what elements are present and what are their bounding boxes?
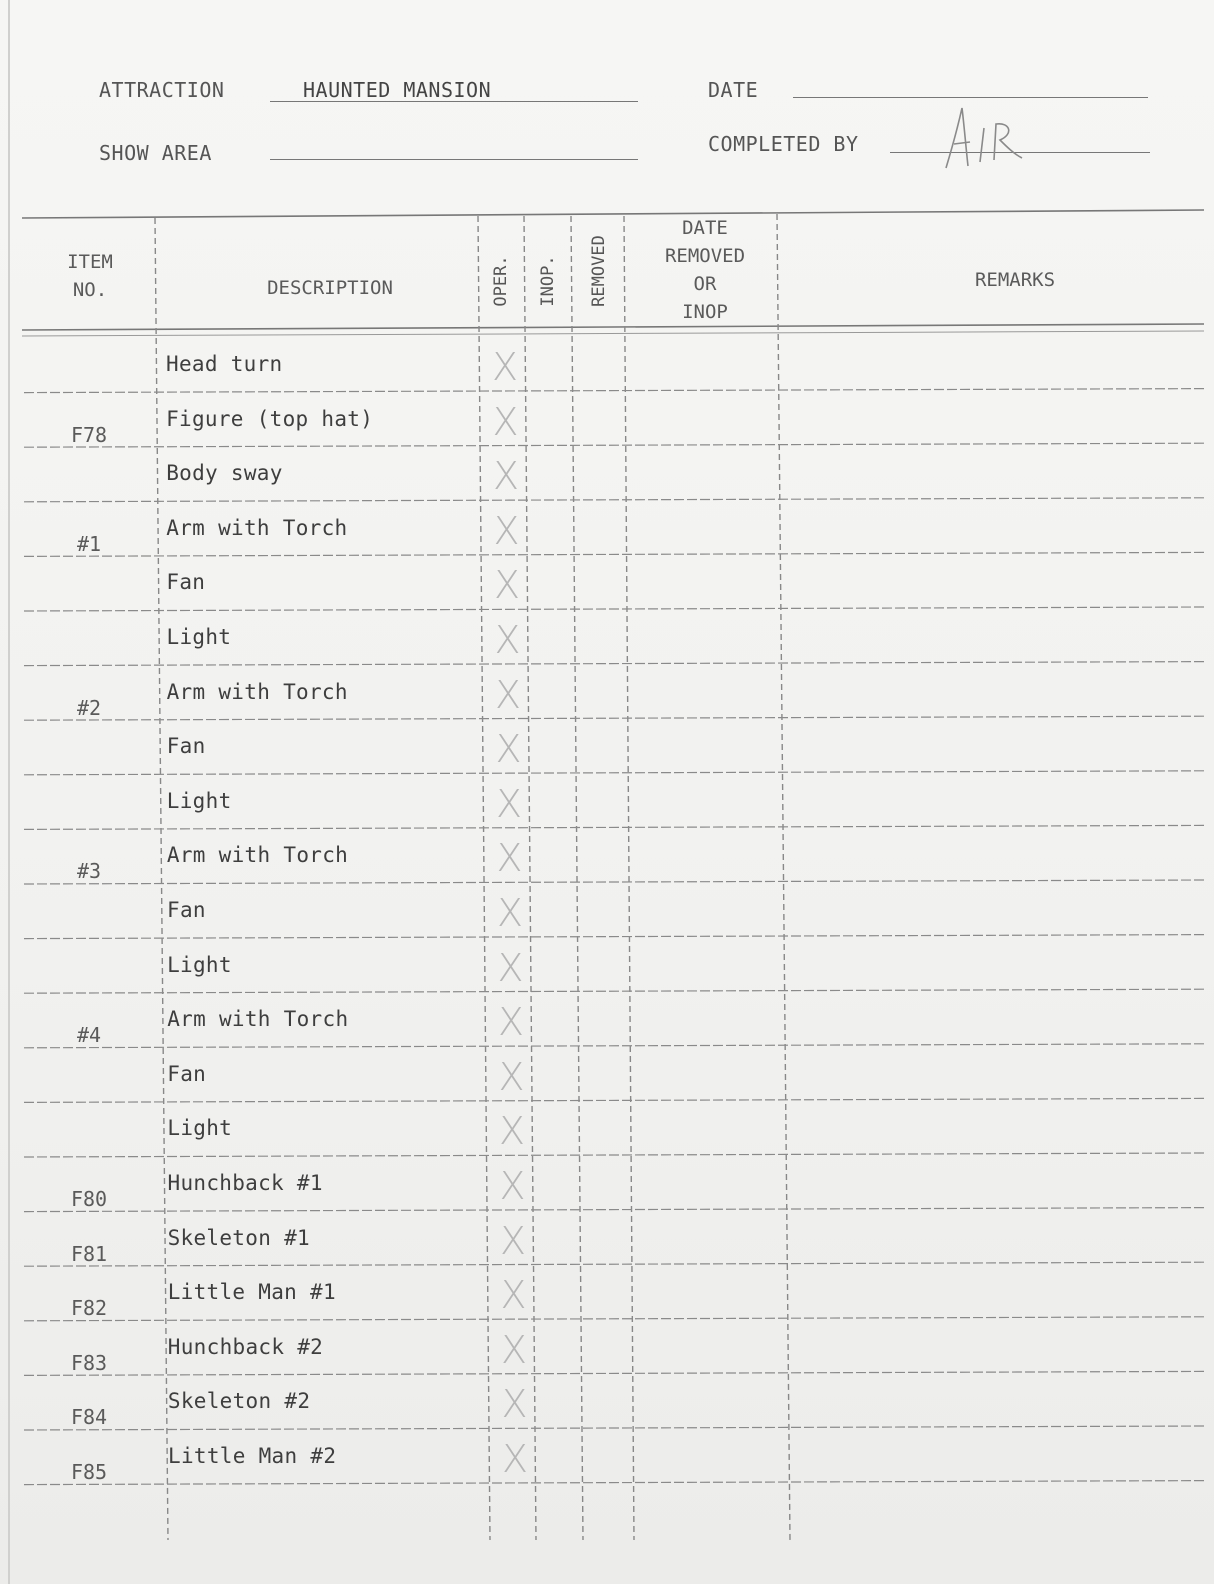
col-head-item-no [40, 248, 140, 304]
oper-check-mark: X [499, 1218, 527, 1263]
item-no-cell: F83 [70, 1350, 108, 1375]
table-row [0, 558, 1214, 613]
col-head-inop: INOP. [538, 255, 558, 307]
table-row [0, 995, 1214, 1050]
table-row [0, 1214, 1214, 1269]
oper-check-mark: X [494, 618, 521, 662]
table-row [0, 941, 1214, 996]
oper-check-mark: X [493, 508, 520, 553]
oper-check-mark: X [492, 399, 519, 444]
table-row [0, 395, 1214, 450]
item-no-cell: #1 [76, 531, 102, 556]
table-row [0, 449, 1214, 504]
col-head-remarks: REMARKS [974, 269, 1056, 291]
date-label: DATE [708, 78, 759, 102]
table-row [0, 1323, 1214, 1378]
oper-check-mark: X [499, 1164, 526, 1208]
table-row [0, 886, 1214, 941]
col-head-date-line3: OR [693, 273, 717, 295]
table-row [0, 668, 1214, 723]
col-head-date-removed [630, 214, 780, 326]
description-cell: Little Man #1 [167, 1280, 336, 1305]
table-row [0, 613, 1214, 668]
oper-check-mark: X [496, 836, 523, 881]
table-row [0, 1159, 1214, 1214]
description-cell: Arm with Torch [167, 1007, 349, 1032]
description-cell: Head turn [166, 352, 283, 376]
oper-check-mark: X [495, 781, 523, 826]
item-no-cell: #2 [76, 695, 102, 720]
description-cell: Hunchback #1 [167, 1171, 323, 1195]
table-row [0, 1377, 1214, 1432]
description-cell: Little Man #2 [168, 1444, 337, 1468]
description-cell: Figure (top hat) [166, 406, 374, 431]
col-head-date-line1: DATE [682, 217, 728, 239]
description-cell: Light [166, 788, 232, 813]
item-no-cell: F81 [70, 1241, 108, 1266]
item-no-cell: #3 [76, 859, 102, 884]
col-head-item-line1: ITEM [67, 251, 113, 273]
description-cell: Light [167, 952, 232, 977]
oper-check-mark: X [498, 1109, 526, 1154]
show-area-label: SHOW AREA [99, 141, 212, 165]
col-head-description: DESCRIPTION [267, 277, 393, 299]
table-row [0, 1432, 1214, 1487]
description-cell: Light [167, 1116, 233, 1141]
header-bottom-rule [22, 324, 1204, 330]
description-cell: Fan [167, 898, 206, 922]
description-cell: Arm with Torch [166, 679, 348, 704]
col-head-item-line2: NO. [72, 279, 108, 301]
description-cell: Arm with Torch [166, 843, 349, 868]
item-no-cell: #4 [76, 1023, 102, 1048]
table-row [0, 1050, 1214, 1105]
oper-check-mark: X [493, 563, 521, 608]
oper-check-mark: X [497, 945, 524, 990]
description-cell: Hunchback #2 [167, 1334, 324, 1359]
table-row [0, 722, 1214, 777]
table-row [0, 340, 1214, 395]
table-row [0, 1268, 1214, 1323]
table-row [0, 831, 1214, 886]
item-no-cell: F85 [70, 1460, 108, 1484]
table-row [0, 504, 1214, 559]
oper-check-mark: X [500, 1327, 528, 1372]
item-no-cell: F82 [70, 1296, 108, 1321]
col-head-date-line2: REMOVED [664, 245, 746, 267]
oper-check-mark: X [495, 727, 522, 772]
oper-check-mark: X [491, 345, 519, 389]
oper-check-mark: X [500, 1273, 527, 1318]
table-row [0, 777, 1214, 832]
attraction-value: HAUNTED MANSION [303, 78, 492, 102]
oper-check-mark: X [492, 454, 520, 499]
attraction-label: ATTRACTION [99, 78, 225, 102]
description-cell: Arm with Torch [166, 515, 348, 540]
col-head-oper: OPER. [491, 255, 511, 307]
description-cell: Fan [166, 734, 206, 759]
oper-check-mark: X [494, 672, 522, 717]
description-cell: Skeleton #1 [167, 1225, 310, 1250]
description-cell: Light [166, 625, 232, 649]
oper-check-mark: X [501, 1382, 528, 1427]
oper-check-mark: X [497, 1000, 525, 1045]
item-no-cell: F84 [70, 1405, 108, 1430]
item-no-cell: F78 [70, 422, 108, 447]
description-cell: Fan [167, 1061, 207, 1086]
item-no-cell: F80 [70, 1187, 108, 1211]
table-row [0, 1104, 1214, 1159]
table-top-rule [22, 210, 1204, 218]
description-cell: Skeleton #2 [167, 1389, 311, 1414]
col-head-date-line4: INOP [682, 301, 728, 323]
completed-by-label: COMPLETED BY [708, 132, 859, 156]
oper-check-mark: X [496, 891, 524, 935]
description-cell: Body sway [166, 461, 283, 486]
col-head-removed: REMOVED [589, 235, 609, 307]
header-double-rule [22, 331, 1204, 336]
oper-check-mark: X [498, 1054, 525, 1099]
oper-check-mark: X [501, 1437, 529, 1481]
description-cell: Fan [166, 570, 206, 595]
